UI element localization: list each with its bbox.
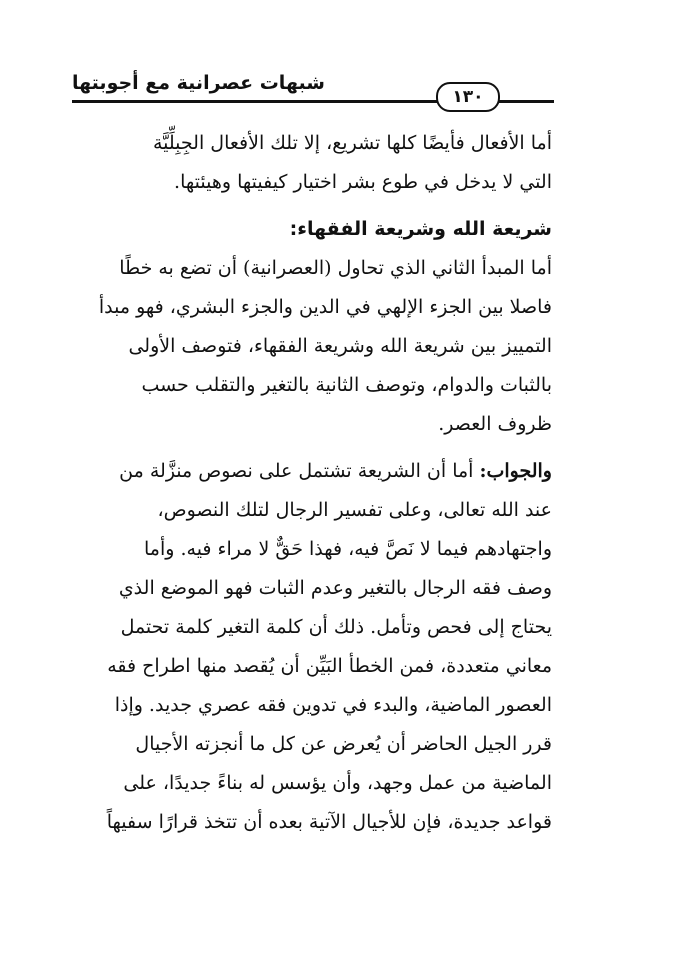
page-header	[72, 72, 552, 108]
text-line: بالثبات والدوام، وتوصف الثانية بالتغير والتقلب حسب	[141, 374, 552, 396]
text-line: عند الله تعالى، وعلى تفسير الرجال لتلك النصوص،	[157, 499, 552, 521]
answer-lead: والجواب:	[479, 460, 552, 482]
text-line: العصور الماضية، والبدء في تدوين فقه عصري جديد. وإذا	[114, 694, 552, 716]
text-line: فاصلا بين الجزء الإلهي في الدين والجزء البشري، فهو مبدأ	[98, 296, 552, 318]
body-text	[72, 124, 552, 842]
text-line: أما الأفعال فأيضًا كلها تشريع، إلا تلك الأفعال الجِبِلِّيَّة	[152, 132, 552, 154]
answer-first-line: أما أن الشريعة تشتمل على نصوص منزَّلة من	[119, 460, 480, 482]
text-line: أما المبدأ الثاني الذي تحاول (العصرانية) أن تضع به خطًا	[119, 257, 552, 279]
header-rule-left	[72, 100, 440, 103]
text-line: التمييز بين شريعة الله وشريعة الفقهاء، فتوصف الأولى	[128, 335, 552, 357]
text-line: الماضية من عمل وجهد، وأن يؤسس له بناءً جديدًا، على	[123, 772, 552, 794]
text-line: قواعد جديدة، فإن للأجيال الآتية بعده أن تتخذ قرارًا سفيهاً	[106, 811, 552, 833]
text-line: ظروف العصر.	[438, 413, 552, 435]
text-line: التي لا يدخل في طوع بشر اختيار كيفيتها وهيئتها.	[174, 171, 552, 193]
section-heading: شريعة الله وشريعة الفقهاء:	[289, 218, 552, 240]
running-head: شبهات عصرانية مع أجوبتها	[72, 72, 325, 94]
page-number: ١٣٠	[436, 82, 500, 112]
text-line: يحتاج إلى فحص وتأمل. ذلك أن كلمة التغير كلمة تحتمل	[120, 616, 552, 638]
header-rule-right	[492, 100, 554, 103]
text-line: وصف فقه الرجال بالتغير وعدم الثبات فهو الموضع الذي	[118, 577, 552, 599]
text-line: قرر الجيل الحاضر أن يُعرض عن كل ما أنجزته الأجيال	[135, 733, 552, 755]
text-line: واجتهادهم فيما لا نَصَّ فيه، فهذا حَقٌّ لا مراء فيه. وأما	[144, 538, 552, 560]
text-line	[72, 452, 552, 491]
text-line: معاني متعددة، فمن الخطأ البَيِّن أن يُقصد منها اطراح فقه	[107, 655, 552, 677]
